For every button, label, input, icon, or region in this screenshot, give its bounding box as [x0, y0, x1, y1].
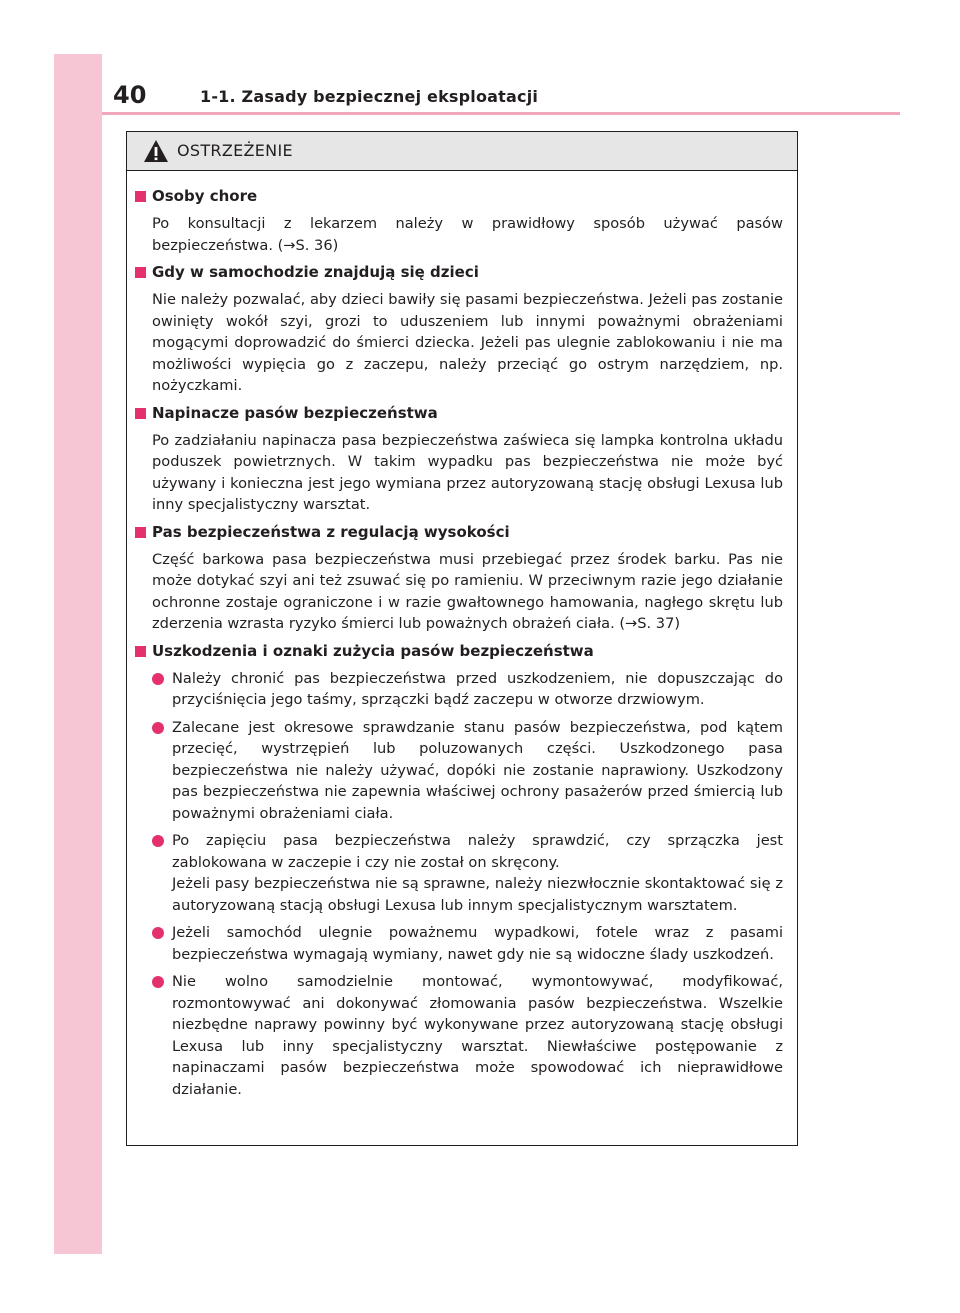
- section-paragraph: Część barkowa pasa bezpieczeństwa musi przebiegać przez środek barku. Pas nie może dotykać szyi ani też zsuwać się po ramieniu. W przeciwnym razie jego działanie ochronne zostaje ograniczone i w razie gwałtownego hamowania, nagłego skrętu lub zderzenia wzrasta ryzyko śmierci lub poważnych obrażeń ciała. (→S. 37): [152, 550, 783, 632]
- square-bullet-icon: [135, 267, 146, 278]
- section-heading-text: Gdy w samochodzie znajdują się dzieci: [152, 263, 479, 281]
- square-bullet-icon: [135, 191, 146, 202]
- section-heading-text: Napinacze pasów bezpieczeństwa: [152, 403, 438, 422]
- list-item-text: Należy chronić pas bezpieczeństwa przed uszkodzeniem, nie dopuszczając do przyciśnięcia jego taśmy, sprzączki bądź zaczepu w otworze drzwiowym.: [172, 669, 783, 708]
- list-item-line: Jeżeli pasy bezpieczeństwa nie są sprawne, należy niezwłocznie skontaktować się z autoryzowaną stacją obsługi Lexusa lub innym specjalistycznym warsztatem.: [172, 875, 783, 914]
- list-item-text: Nie wolno samodzielnie montować, wymontowywać, modyfikować, rozmontowywać ani dokonywać złomowania pasów bezpieczeństwa. Wszelkie niezbędne naprawy powinny być wykonywane przez autoryzowaną stację obsługi Lexusa lub inny specjalistyczny warsztat. Niewłaściwe postępowanie z napinaczami pasów bezpieczeństwa może spowodować ich nieprawidłowe działanie.: [172, 973, 783, 1098]
- section-heading-text: Osoby chore: [152, 187, 258, 205]
- list-item: [152, 717, 783, 825]
- running-header: 1-1. Zasady bezpiecznej eksploatacji: [200, 87, 539, 106]
- list-item: [152, 971, 783, 1100]
- list-item-text: Zalecane jest okresowe sprawdzanie stanu pasów bezpieczeństwa, pod kątem przecięć, wystrzępień lub poluzowanych części. Uszkodzonego pasa bezpieczeństwa nie należy używać, dopóki nie zostanie naprawiony. Uszkodzony pas bezpieczeństwa nie zapewnia właściwej ochrony pasażerów przed śmiercią lub poważnymi obrażeniami ciała.: [172, 718, 783, 822]
- section-heading-sick-persons: [135, 186, 783, 207]
- square-bullet-icon: [135, 646, 146, 657]
- list-item: [152, 668, 783, 711]
- list-item: [152, 922, 783, 965]
- square-bullet-icon: [135, 527, 146, 538]
- round-bullet-icon: [152, 927, 164, 939]
- list-item-line: Po zapięciu pasa bezpieczeństwa należy sprawdzić, czy sprzączka jest zablokowana w zaczepie i czy nie został on skręcony.: [172, 832, 783, 871]
- section-heading-text: Uszkodzenia i oznaki zużycia pasów bezpieczeństwa: [152, 641, 594, 660]
- round-bullet-icon: [152, 976, 164, 988]
- round-bullet-icon: [152, 673, 164, 685]
- section-heading-children: [135, 262, 783, 283]
- section-heading-height-adjuster: [135, 522, 783, 543]
- list-item-text: Jeżeli samochód ulegnie poważnemu wypadkowi, fotele wraz z pasami bezpieczeństwa wymagają wymiany, nawet gdy nie są widoczne ślady uszkodzeń.: [172, 924, 783, 963]
- warning-box: [126, 131, 798, 1146]
- header-rule: [102, 112, 900, 115]
- warning-title: OSTRZEŻENIE: [177, 141, 293, 160]
- side-color-bar: [54, 54, 102, 1254]
- round-bullet-icon: [152, 722, 164, 734]
- round-bullet-icon: [152, 835, 164, 847]
- section-paragraph: Po zadziałaniu napinacza pasa bezpieczeństwa zaświeca się lampka kontrolna układu poduszek powietrznych. W takim wypadku pas bezpieczeństwa nie może być używany i konieczna jest jego wymiana przez autoryzowaną stację obsługi Lexusa lub inny specjalistyczny warsztat.: [152, 431, 783, 513]
- list-item-text: [172, 830, 783, 916]
- section-heading-pretensioners: [135, 403, 783, 424]
- page-number: 40: [113, 81, 147, 109]
- square-bullet-icon: [135, 408, 146, 419]
- section-heading-damage-wear: [135, 641, 783, 662]
- section-paragraph: Po konsultacji z lekarzem należy w prawidłowy sposób używać pasów bezpieczeństwa. (→S. 36): [152, 215, 783, 254]
- section-heading-text: Pas bezpieczeństwa z regulacją wysokości: [152, 522, 510, 541]
- warning-content: [127, 171, 797, 1100]
- list-item: [152, 830, 783, 916]
- warning-header: [127, 132, 797, 171]
- section-paragraph: Nie należy pozwalać, aby dzieci bawiły się pasami bezpieczeństwa. Jeżeli pas zostanie owinięty wokół szyi, grozi to uduszeniem lub innymi poważnymi obrażeniami mogącymi doprowadzić do śmierci dziecka. Jeżeli pas ulegnie zablokowaniu i nie ma możliwości wypięcia go z zaczepu, należy przeciąć go ostrym narzędziem, np. nożyczkami.: [152, 291, 783, 394]
- warning-triangle-icon: [143, 139, 169, 163]
